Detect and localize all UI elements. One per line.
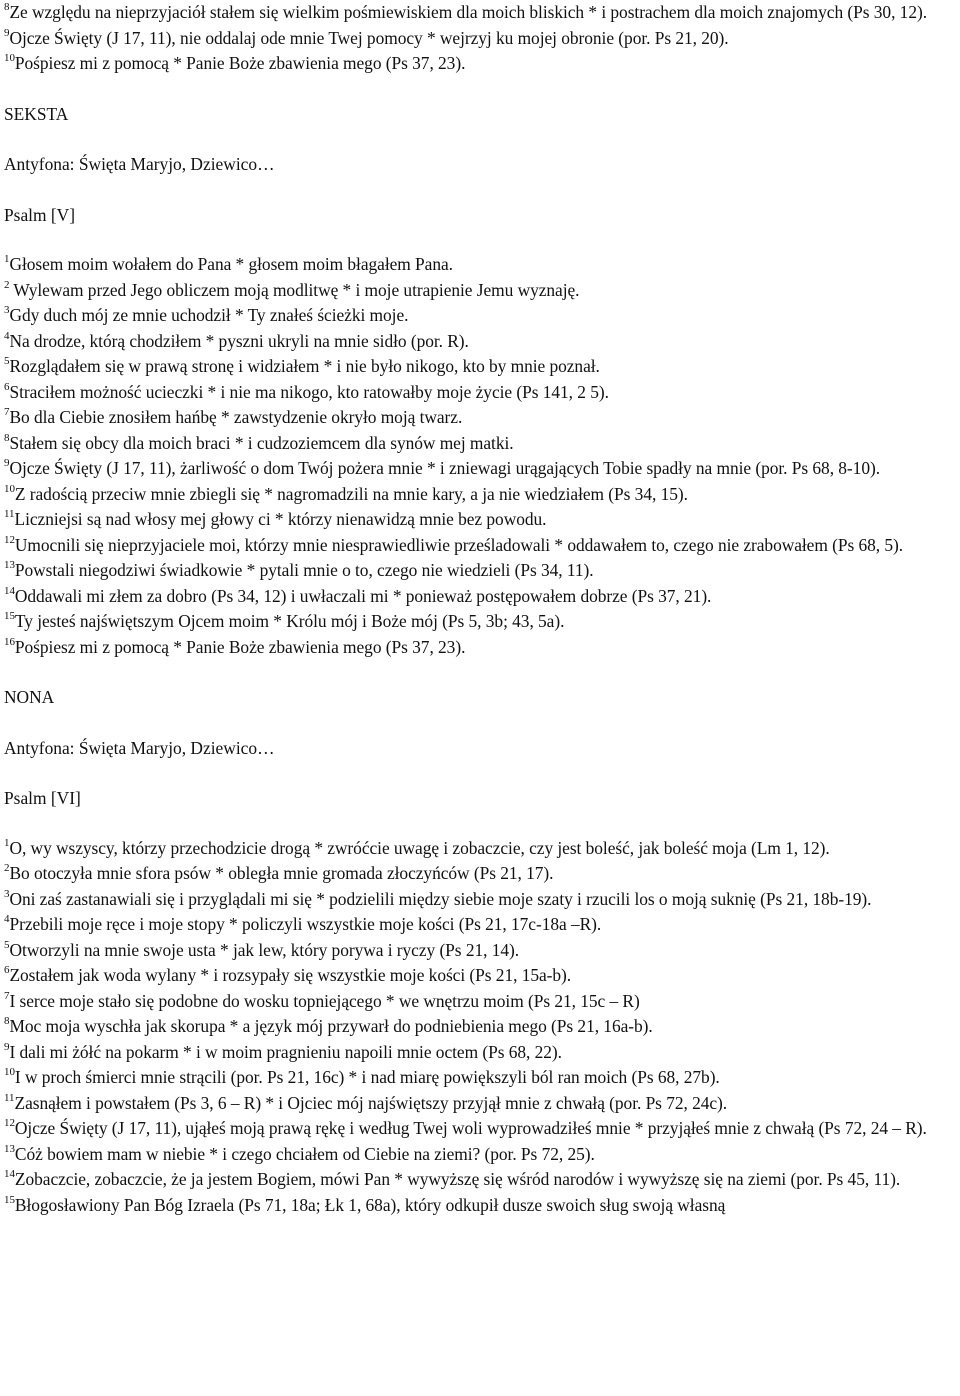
verse-text: I w proch śmierci mnie strącili (por. Ps 21, 16c) * i nad miarę powiększyli ból ran moich (Ps 68, 27b). [14, 1067, 720, 1087]
verse [4, 507, 958, 533]
verse-number: 3 [4, 304, 10, 317]
verse-number: 4 [4, 329, 10, 342]
verse-text: I dali mi żółć na pokarm * i w moim pragnieniu napoili mnie octem (Ps 68, 22). [9, 1041, 562, 1062]
verse [4, 1167, 958, 1193]
verse [4, 252, 958, 278]
verse-number: 9 [4, 457, 10, 470]
verse [4, 1065, 958, 1091]
verse-number: 6 [4, 380, 10, 393]
verses-sekta [4, 252, 958, 660]
verse-text: Umocnili się nieprzyjaciele moi, którzy mnie niesprawiedliwie prześladowali * oddawałem to, czego nie zrabowałem (Ps 68, 5). [14, 534, 904, 555]
verse-text: Przebili moje ręce i moje stopy * policzyli wszystkie moje kości (Ps 21, 17c-18a –R). [9, 914, 602, 934]
verse-text: Ojcze Święty (J 17, 11), ująłeś moją prawą rękę i według Twej woli wyprowadziłeś mnie * przyjąłeś mnie z chwałą (Ps 72, 24 – R). [14, 1118, 927, 1138]
verse-text: Na drodze, którą chodziłem * pyszni ukryli na mnie sidło (por. R). [9, 330, 469, 351]
verse-number: 11 [4, 508, 15, 521]
document-page [4, 0, 958, 1218]
verse [4, 1142, 958, 1168]
verse-number: 14 [4, 584, 15, 597]
verse [4, 584, 958, 610]
verse-text: Zostałem jak woda wylany * i rozsypały się wszystkie moje kości (Ps 21, 15a-b). [9, 965, 572, 985]
verse [4, 329, 958, 355]
verse [4, 635, 958, 661]
verse [4, 989, 958, 1015]
verse [4, 887, 958, 913]
verse-text: Otworzyli na mnie swoje usta * jak lew, który porywa i ryczy (Ps 21, 14). [9, 939, 520, 960]
verse [4, 963, 958, 989]
verses-block-1 [4, 0, 958, 77]
verse [4, 533, 958, 559]
verse-number: 6 [4, 964, 10, 977]
verse-number: 8 [4, 1, 10, 14]
verse-number: 5 [4, 355, 10, 368]
verse [4, 431, 958, 457]
verse [4, 1014, 958, 1040]
verse [4, 912, 958, 938]
verse-text: Zasnąłem i powstałem (Ps 3, 6 – R) * i Ojciec mój najświętszy przyjął mnie z chwałą (por. Ps 72, 24c). [14, 1092, 728, 1113]
verse [4, 51, 958, 77]
verse-text: Ojcze Święty (J 17, 11), nie oddalaj ode mnie Twej pomocy * wejrzyj ku mojej obronie (por. Ps 21, 20). [9, 27, 729, 48]
verse-text: Straciłem możność ucieczki * i nie ma nikogo, kto ratowałby moje życie (Ps 141, 2 5). [9, 381, 609, 402]
verse [4, 1091, 958, 1117]
verse [4, 1116, 958, 1142]
verse-text: Błogosławiony Pan Bóg Izraela (Ps 71, 18a; Łk 1, 68a), który odkupił dusze swoich sług swoją własną [14, 1194, 726, 1215]
verse-text: Wylewam przed Jego obliczem moją modlitwę * i moje utrapienie Jemu wyznaję. [9, 279, 580, 300]
verse [4, 354, 958, 380]
antiphon-sekta: Antyfona: Święta Maryjo, Dziewico… [4, 154, 275, 174]
verse-number: 8 [4, 431, 10, 444]
verse-number: 10 [4, 482, 15, 495]
verse-number: 5 [4, 938, 10, 951]
verse [4, 938, 958, 964]
verse-text: Zobaczcie, zobaczcie, że ja jestem Bogiem, mówi Pan * wywyższę się wśród narodów i wywyższę się na ziemi (por. Ps 45, 11). [14, 1169, 901, 1189]
section-title-nona: NONA [4, 687, 55, 707]
verse-text: Bo dla Ciebie znosiłem hańbę * zawstydzenie okryło moją twarz. [9, 407, 463, 427]
verse-text: Moc moja wyschła jak skorupa * a język mój przywarł do podniebienia mego (Ps 21, 16a-b). [9, 1016, 653, 1036]
verse-text: Rozglądałem się w prawą stronę i widziałem * i nie było nikogo, kto by mnie poznał. [9, 356, 600, 376]
verse-number: 9 [4, 26, 10, 39]
verse-number: 11 [4, 1091, 15, 1104]
verse [4, 1040, 958, 1066]
verse-number: 2 [4, 862, 10, 875]
verse-number: 1 [4, 836, 10, 849]
verse-number: 13 [4, 559, 15, 572]
verse [4, 482, 958, 508]
verse-number: 4 [4, 913, 10, 926]
verse-number: 10 [4, 1066, 15, 1079]
verse-number: 3 [4, 887, 10, 900]
antiphon-nona: Antyfona: Święta Maryjo, Dziewico… [4, 737, 275, 758]
verse-number: 8 [4, 1015, 10, 1028]
verse [4, 26, 958, 52]
verse-text: Oddawali mi złem za dobro (Ps 34, 12) i uwłaczali mi * ponieważ postępowałem dobrze (Ps 37, 21). [14, 585, 712, 606]
verse [4, 405, 958, 431]
verse-text: O, wy wszyscy, którzy przechodzicie drogą * zwróćcie uwagę i zobaczcie, czy jest boleść, jak boleść moja (Lm 1, 12). [9, 837, 830, 858]
verse-number: 12 [4, 533, 15, 546]
verse-number: 15 [4, 1193, 15, 1206]
verse-number: 1 [4, 253, 10, 266]
verse-number: 13 [4, 1142, 15, 1155]
verse-number: 9 [4, 1040, 10, 1053]
verse-text: Ze względu na nieprzyjaciół stałem się wielkim pośmiewiskiem dla moich bliskich * i postrachem dla moich znajomych (Ps 30, 12). [9, 2, 928, 22]
verse [4, 278, 958, 304]
verse-text: Głosem moim wołałem do Pana * głosem moim błagałem Pana. [9, 254, 453, 274]
verse-number: 7 [4, 989, 10, 1002]
verse-number: 16 [4, 635, 15, 648]
verse-text: Bo otoczyła mnie sfora psów * obległa mnie gromada złoczyńców (Ps 21, 17). [9, 863, 554, 883]
verse-text: Ojcze Święty (J 17, 11), żarliwość o dom Twój pożera mnie * i zniewagi urągających Tobie spadły na mnie (por. Ps 68, 8-10). [9, 458, 881, 478]
verse-text: I serce moje stało się podobne do wosku topniejącego * we wnętrzu moim (Ps 21, 15c – R) [9, 990, 640, 1011]
verse-text: Ty jesteś najświętszym Ojcem moim * Królu mój i Boże mój (Ps 5, 3b; 43, 5a). [14, 611, 565, 631]
verse-number: 7 [4, 406, 10, 419]
verse [4, 836, 958, 862]
verse-text: Liczniejsi są nad włosy mej głowy ci * którzy nienawidzą mnie bez powodu. [14, 509, 547, 529]
verse-text: Cóż bowiem mam w niebie * i czego chciałem od Ciebie na ziemi? (por. Ps 72, 25). [14, 1143, 595, 1164]
psalm-title-sekta: Psalm [V] [4, 204, 76, 225]
section-title-sekta: SEKSTA [4, 103, 69, 124]
verse-text: Powstali niegodziwi świadkowie * pytali mnie o to, czego nie wiedzieli (Ps 34, 11). [14, 560, 594, 580]
verse [4, 380, 958, 406]
verse-number: 2 [4, 278, 10, 291]
verse [4, 456, 958, 482]
verse-number: 10 [4, 52, 15, 65]
verse-number: 12 [4, 1117, 15, 1130]
verse-text: Pośpiesz mi z pomocą * Panie Boże zbawienia mego (Ps 37, 23). [14, 53, 466, 73]
verse [4, 1193, 958, 1219]
verse-text: Gdy duch mój ze mnie uchodził * Ty znałeś ścieżki moje. [9, 305, 409, 325]
verse [4, 861, 958, 887]
verse [4, 558, 958, 584]
verse-text: Pośpiesz mi z pomocą * Panie Boże zbawienia mego (Ps 37, 23). [14, 636, 466, 657]
verse-number: 14 [4, 1168, 15, 1181]
psalm-title-nona: Psalm [VI] [4, 788, 81, 808]
verse-text: Stałem się obcy dla moich braci * i cudzoziemcem dla synów mej matki. [9, 432, 514, 453]
verse-text: Oni zaś zastanawiali się i przyglądali mi się * podzielili między siebie moje szaty i rzucili los o moją suknię (Ps 21, 18b-19). [9, 888, 872, 909]
verse [4, 609, 958, 635]
verse [4, 0, 958, 26]
verses-nona [4, 836, 958, 1219]
verse-number: 15 [4, 610, 15, 623]
verse-text: Z radością przeciw mnie zbiegli się * nagromadzili na mnie kary, a ja nie wiedziałem (Ps 34, 15). [14, 483, 688, 504]
verse [4, 303, 958, 329]
